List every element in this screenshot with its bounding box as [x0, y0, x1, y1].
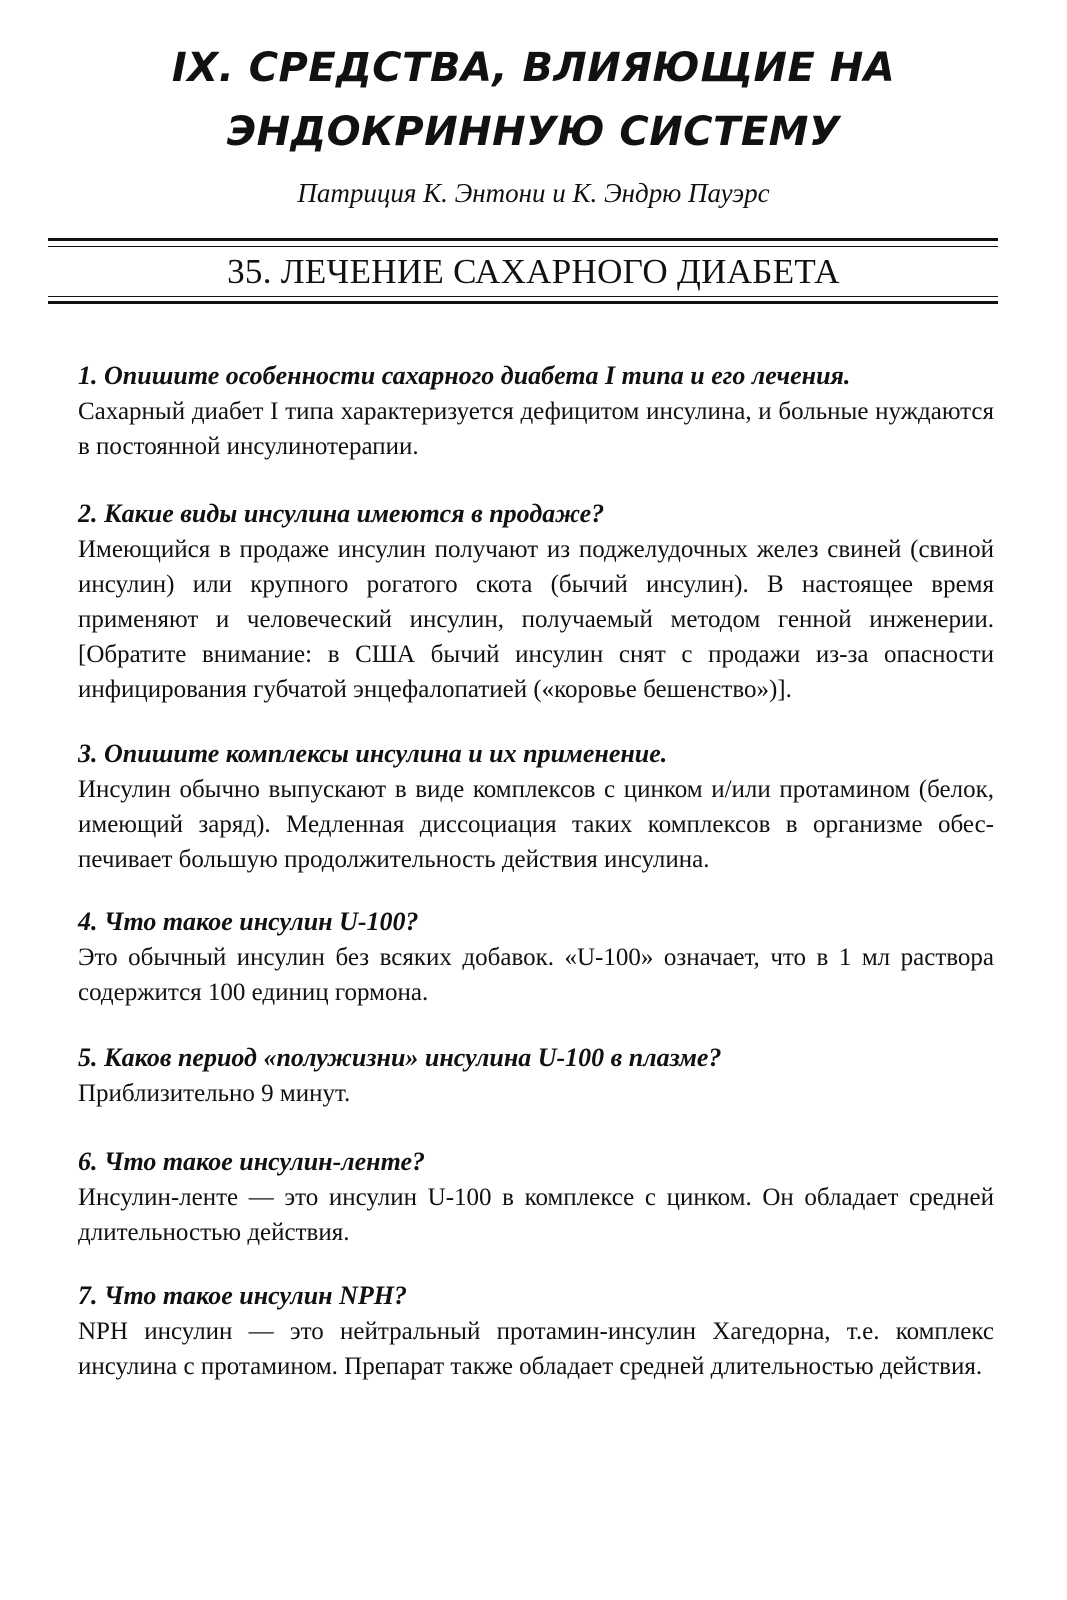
qa-item-1: [78, 358, 994, 464]
answer-6: Инсулин-ленте — это инсулин U-100 в комплексе с цинком. Он обладает средней длительностью действия.: [78, 1184, 994, 1246]
qa-item-5: [78, 1040, 994, 1111]
authors: Патриция К. Энтони и К. Эндрю Пауэрс: [297, 178, 770, 208]
qa-item-7: [78, 1278, 994, 1384]
question-2: 2. Какие виды инсулина имеются в продаже?: [78, 499, 605, 528]
answer-1: Сахарный диабет I типа характеризуется дефицитом инсулина, и больные нуждаются в постоянной инсулинотерапии.: [78, 398, 994, 460]
chapter-title: 35. ЛЕЧЕНИЕ САХАРНОГО ДИАБЕТА: [227, 252, 840, 291]
question-1: 1. Опишите особенности сахарного диабета I типа и его лечения.: [78, 361, 851, 390]
rule-thick-line: [48, 301, 998, 304]
answer-5: Приблизительно 9 минут.: [78, 1080, 351, 1107]
bottom-double-rule: [48, 296, 998, 308]
part-title-line2: ЭНДОКРИННУЮ СИСТЕМУ: [226, 109, 841, 155]
question-7: 7. Что такое инсулин NPH?: [78, 1281, 407, 1310]
qa-item-4: [78, 904, 994, 1010]
question-5: 5. Каков период «полужизни» инсулина U-100 в плазме?: [78, 1043, 722, 1072]
qa-item-6: [78, 1144, 994, 1250]
answer-2: Имеющийся в продаже инсулин получают из поджелудочных желез свиней (свиной инсулин) или крупного рогатого скота (бычий инсулин). В настоящее время применяют и человеческий инсулин, получаемый методом генной инженерии. [Обратите внимание: в США бычий инсулин снят с продажи из-за опасности инфицирования губчатой энцефалопатией («коровье бешенство»)].: [78, 536, 994, 703]
answer-4: Это обычный инсулин без всяких добавок. «U-100» означает, что в 1 мл раствора содержится 100 единиц гормона.: [78, 944, 994, 1006]
question-6: 6. Что такое инсулин-ленте?: [78, 1147, 426, 1176]
rule-thin-line: [48, 296, 998, 297]
rule-thin-line: [48, 246, 998, 247]
answer-7: NPH инсулин — это нейтральный протамин-инсулин Хагедорна, т.е. комплекс инсулина с протамином. Препарат также обладает средней длительностью действия.: [78, 1318, 994, 1380]
qa-item-2: [78, 496, 994, 707]
rule-thick-line: [48, 238, 998, 241]
answer-3: Инсулин обычно выпускают в виде комплексов с цинком и/или протамином (белок, имеющий заряд). Медленная диссоциация таких комплексов в организме обеспечивает большую продолжительность действия инсулина.: [78, 776, 994, 873]
question-4: 4. Что такое инсулин U-100?: [78, 907, 419, 936]
qa-item-3: [78, 736, 994, 877]
part-title-line1: IX. СРЕДСТВА, ВЛИЯЮЩИЕ НА: [171, 45, 896, 91]
question-3: 3. Опишите комплексы инсулина и их применение.: [78, 739, 668, 768]
